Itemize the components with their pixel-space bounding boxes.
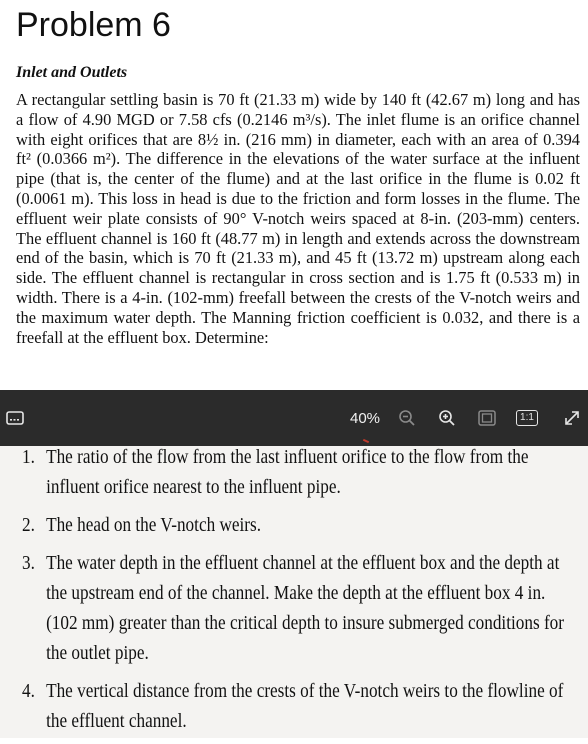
question-text: The ratio of the flow from the last influent orifice to the flow from the influent orifice nearest to the influent pipe.: [46, 446, 529, 498]
page-title: Problem 6: [16, 6, 171, 44]
actual-size-icon[interactable]: [514, 390, 540, 446]
question-list: [22, 442, 565, 744]
problem-text: A rectangular settling basin is 70 ft (21.33 m) wide by 140 ft (42.67 m) long and has a flow of 4.90 MGD or 7.58 cfs (0.2146 m³/s). The inlet flume is an orifice channel with eight orifices that are 8½ in. (216 mm) in diameter, each with an area of 0.394 ft² (0.0366 m²). The difference in the elevations of the water surface at the influent pipe (that is, the center of the flume) and at the last orifice in the flume is 0.02 ft (0.0061 m). This loss in head is due to the friction and form losses in the flume. The effluent weir plate consists of 90° V-notch weirs spaced at 8-in. (203-mm) centers. The effluent channel is 160 ft (48.77 m) in length and extends across the downstream end of the basin, which is 70 ft (21.33 m), and 45 ft (13.72 m) upstream along each side. The effluent channel is rectangular in cross section and is 1.75 ft (0.533 m) in width. There is a 4-in. (102-mm) freefall between the crests of the V-notch weirs and the maximum water depth. The Manning friction coefficient is 0.032, and there is a freefall at the effluent box. Determine:: [16, 90, 580, 347]
question-text: The water depth in the effluent channel at the effluent box and the depth at the upstream end of the channel. Make the depth at the effluent box 4 in. (102 mm) greater than the critical depth to insure submerged conditions for the outlet pipe.: [46, 552, 565, 664]
list-item: [22, 548, 579, 668]
question-text: The vertical distance from the crests of the V-notch weirs to the flowline of the effluent channel.: [46, 680, 564, 732]
section-subtitle: Inlet and Outlets: [16, 64, 128, 81]
list-item: [22, 510, 579, 540]
question-number: 1.: [22, 446, 35, 468]
zoom-in-icon[interactable]: [434, 390, 460, 446]
question-text: The head on the V-notch weirs.: [46, 514, 262, 536]
problem-statement: [16, 90, 580, 347]
caption-icon[interactable]: [4, 390, 26, 446]
list-item: [22, 676, 579, 736]
expand-icon[interactable]: [560, 390, 584, 446]
fit-screen-icon[interactable]: [474, 390, 500, 446]
question-number: 4.: [22, 680, 35, 702]
zoom-level-readout: 40%: [349, 409, 381, 427]
question-number: 2.: [22, 514, 35, 536]
list-item: [22, 442, 579, 502]
question-number: 3.: [22, 552, 35, 574]
image-viewer-toolbar: [0, 390, 588, 446]
actual-size-label: 1:1: [516, 410, 538, 426]
zoom-out-icon[interactable]: [394, 390, 420, 446]
